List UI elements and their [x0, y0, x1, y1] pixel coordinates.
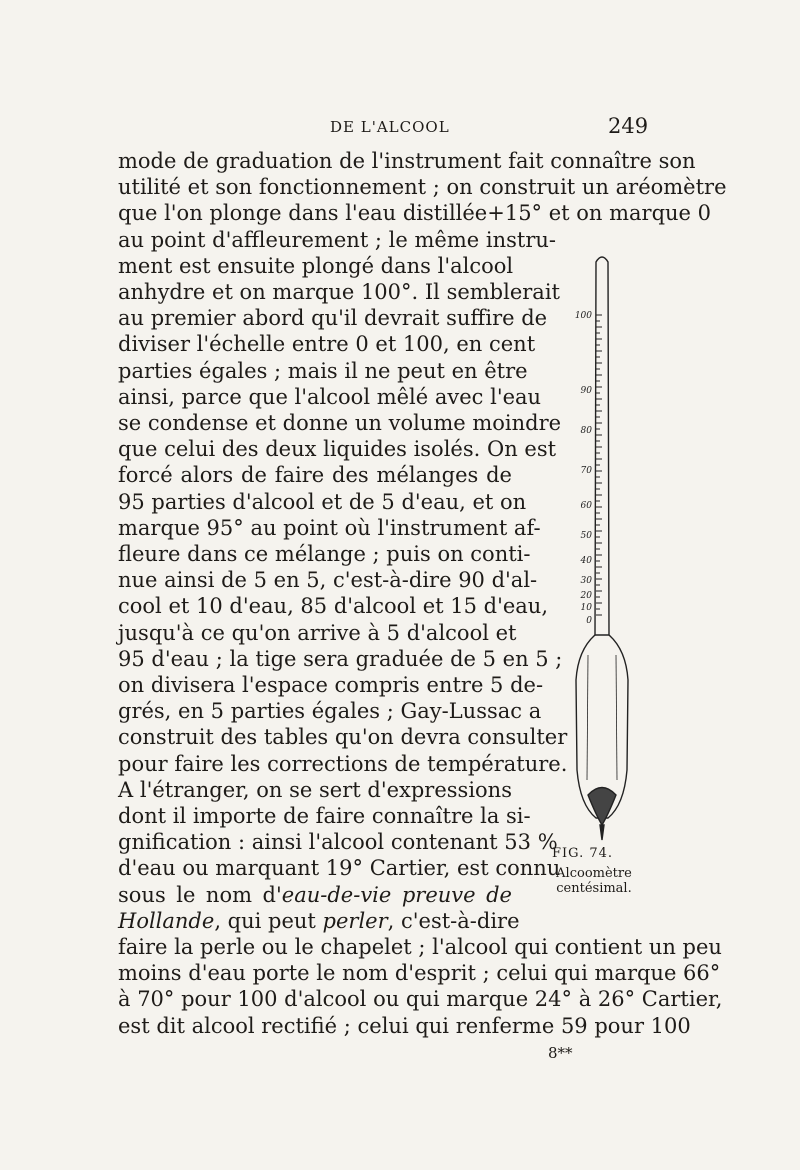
text-line: moins d'eau porte le nom d'esprit ; celui qui marque 66° [118, 961, 721, 986]
text-line: au point d'affleurement ; le même instru- [118, 227, 556, 252]
text-line: 95 parties d'alcool et de 5 d'eau, et on [118, 489, 527, 514]
scale-label: 50 [580, 531, 592, 541]
scale-label: 90 [580, 386, 592, 396]
text-line: ment est ensuite plongé dans l'alcool [118, 253, 514, 278]
figure-caption-line1: Alcoomètre [556, 866, 632, 881]
text-line [118, 882, 512, 908]
text-line: gnification : ainsi l'alcool contenant 53 % [118, 830, 558, 855]
text-line: faire la perle ou le chapelet ; l'alcool qui contient un peu [118, 935, 722, 959]
text-line: se condense et donne un volume moindre [118, 411, 562, 435]
text-line: dont il importe de faire connaître la si- [118, 804, 531, 828]
text-line: à 70° pour 100 d'alcool ou qui marque 24° à 26° Cartier, [118, 987, 723, 1012]
text-line: grés, en 5 parties égales ; Gay-Lussac a [118, 699, 542, 724]
scale-label: 40 [580, 556, 592, 566]
italic-run: perler [322, 908, 388, 933]
text-line [118, 908, 520, 934]
figure-caption-line2: centésimal. [556, 881, 632, 896]
running-head: DE L'ALCOOL [330, 118, 450, 136]
text-line: ainsi, parce que l'alcool mêlé avec l'eau [118, 384, 542, 409]
italic-run: Hollande [118, 908, 215, 933]
scale-label: 0 [586, 616, 592, 626]
text-line: pour faire les corrections de température. [118, 751, 568, 776]
scale-label: 100 [574, 311, 592, 321]
text-line: on divisera l'espace compris entre 5 de- [118, 673, 544, 697]
text-line: A l'étranger, on se sert d'expressions [118, 777, 512, 802]
text-line: anhydre et on marque 100°. Il semblerait [118, 280, 560, 304]
scale-label: 10 [580, 603, 592, 613]
scale-label: 70 [580, 466, 592, 476]
text-line: 95 d'eau ; la tige sera graduée de 5 en 5 ; [118, 646, 563, 671]
text-line: mode de graduation de l'instrument fait connaître son [118, 149, 696, 173]
italic-run: eau-de-vie preuve de [281, 882, 512, 907]
text-line: au premier abord qu'il devrait suffire de [118, 306, 548, 331]
text-run: , qui peut [214, 908, 323, 933]
text-line: que celui des deux liquides isolés. On est [118, 437, 557, 462]
catchword: 8** [548, 1044, 573, 1062]
figure-number: FIG. 74. [552, 846, 614, 861]
scale-label: 20 [580, 591, 592, 601]
text-line: marque 95° au point où l'instrument af- [118, 515, 541, 540]
text-run: sous le nom d' [118, 882, 282, 907]
scale-label: 80 [580, 426, 592, 436]
text-run: , c'est-à-dire [387, 908, 520, 933]
text-line: utilité et son fonctionnement ; on construit un aréomètre [118, 175, 727, 200]
page-number: 249 [608, 114, 649, 138]
scale-label: 30 [580, 576, 592, 586]
scale-label: 60 [580, 501, 592, 511]
text-line: parties égales ; mais il ne peut en être [118, 358, 528, 383]
alcoometer-illustration [530, 250, 650, 850]
text-line: diviser l'échelle entre 0 et 100, en cent [118, 332, 536, 357]
text-line: jusqu'à ce qu'on arrive à 5 d'alcool et [118, 620, 517, 645]
text-line: que l'on plonge dans l'eau distillée+15° et on marque 0 [118, 201, 712, 226]
text-line: forcé alors de faire des mélanges de [118, 463, 512, 488]
text-line: nue ainsi de 5 en 5, c'est-à-dire 90 d'al- [118, 568, 538, 593]
text-line: fleure dans ce mélange ; puis on conti- [118, 542, 531, 566]
text-line: d'eau ou marquant 19° Cartier, est connu [118, 856, 561, 881]
text-line: cool et 10 d'eau, 85 d'alcool et 15 d'eau, [118, 594, 549, 619]
text-line: est dit alcool rectifié ; celui qui renferme 59 pour 100 [118, 1013, 691, 1038]
text-line: construit des tables qu'on devra consulter [118, 725, 568, 750]
